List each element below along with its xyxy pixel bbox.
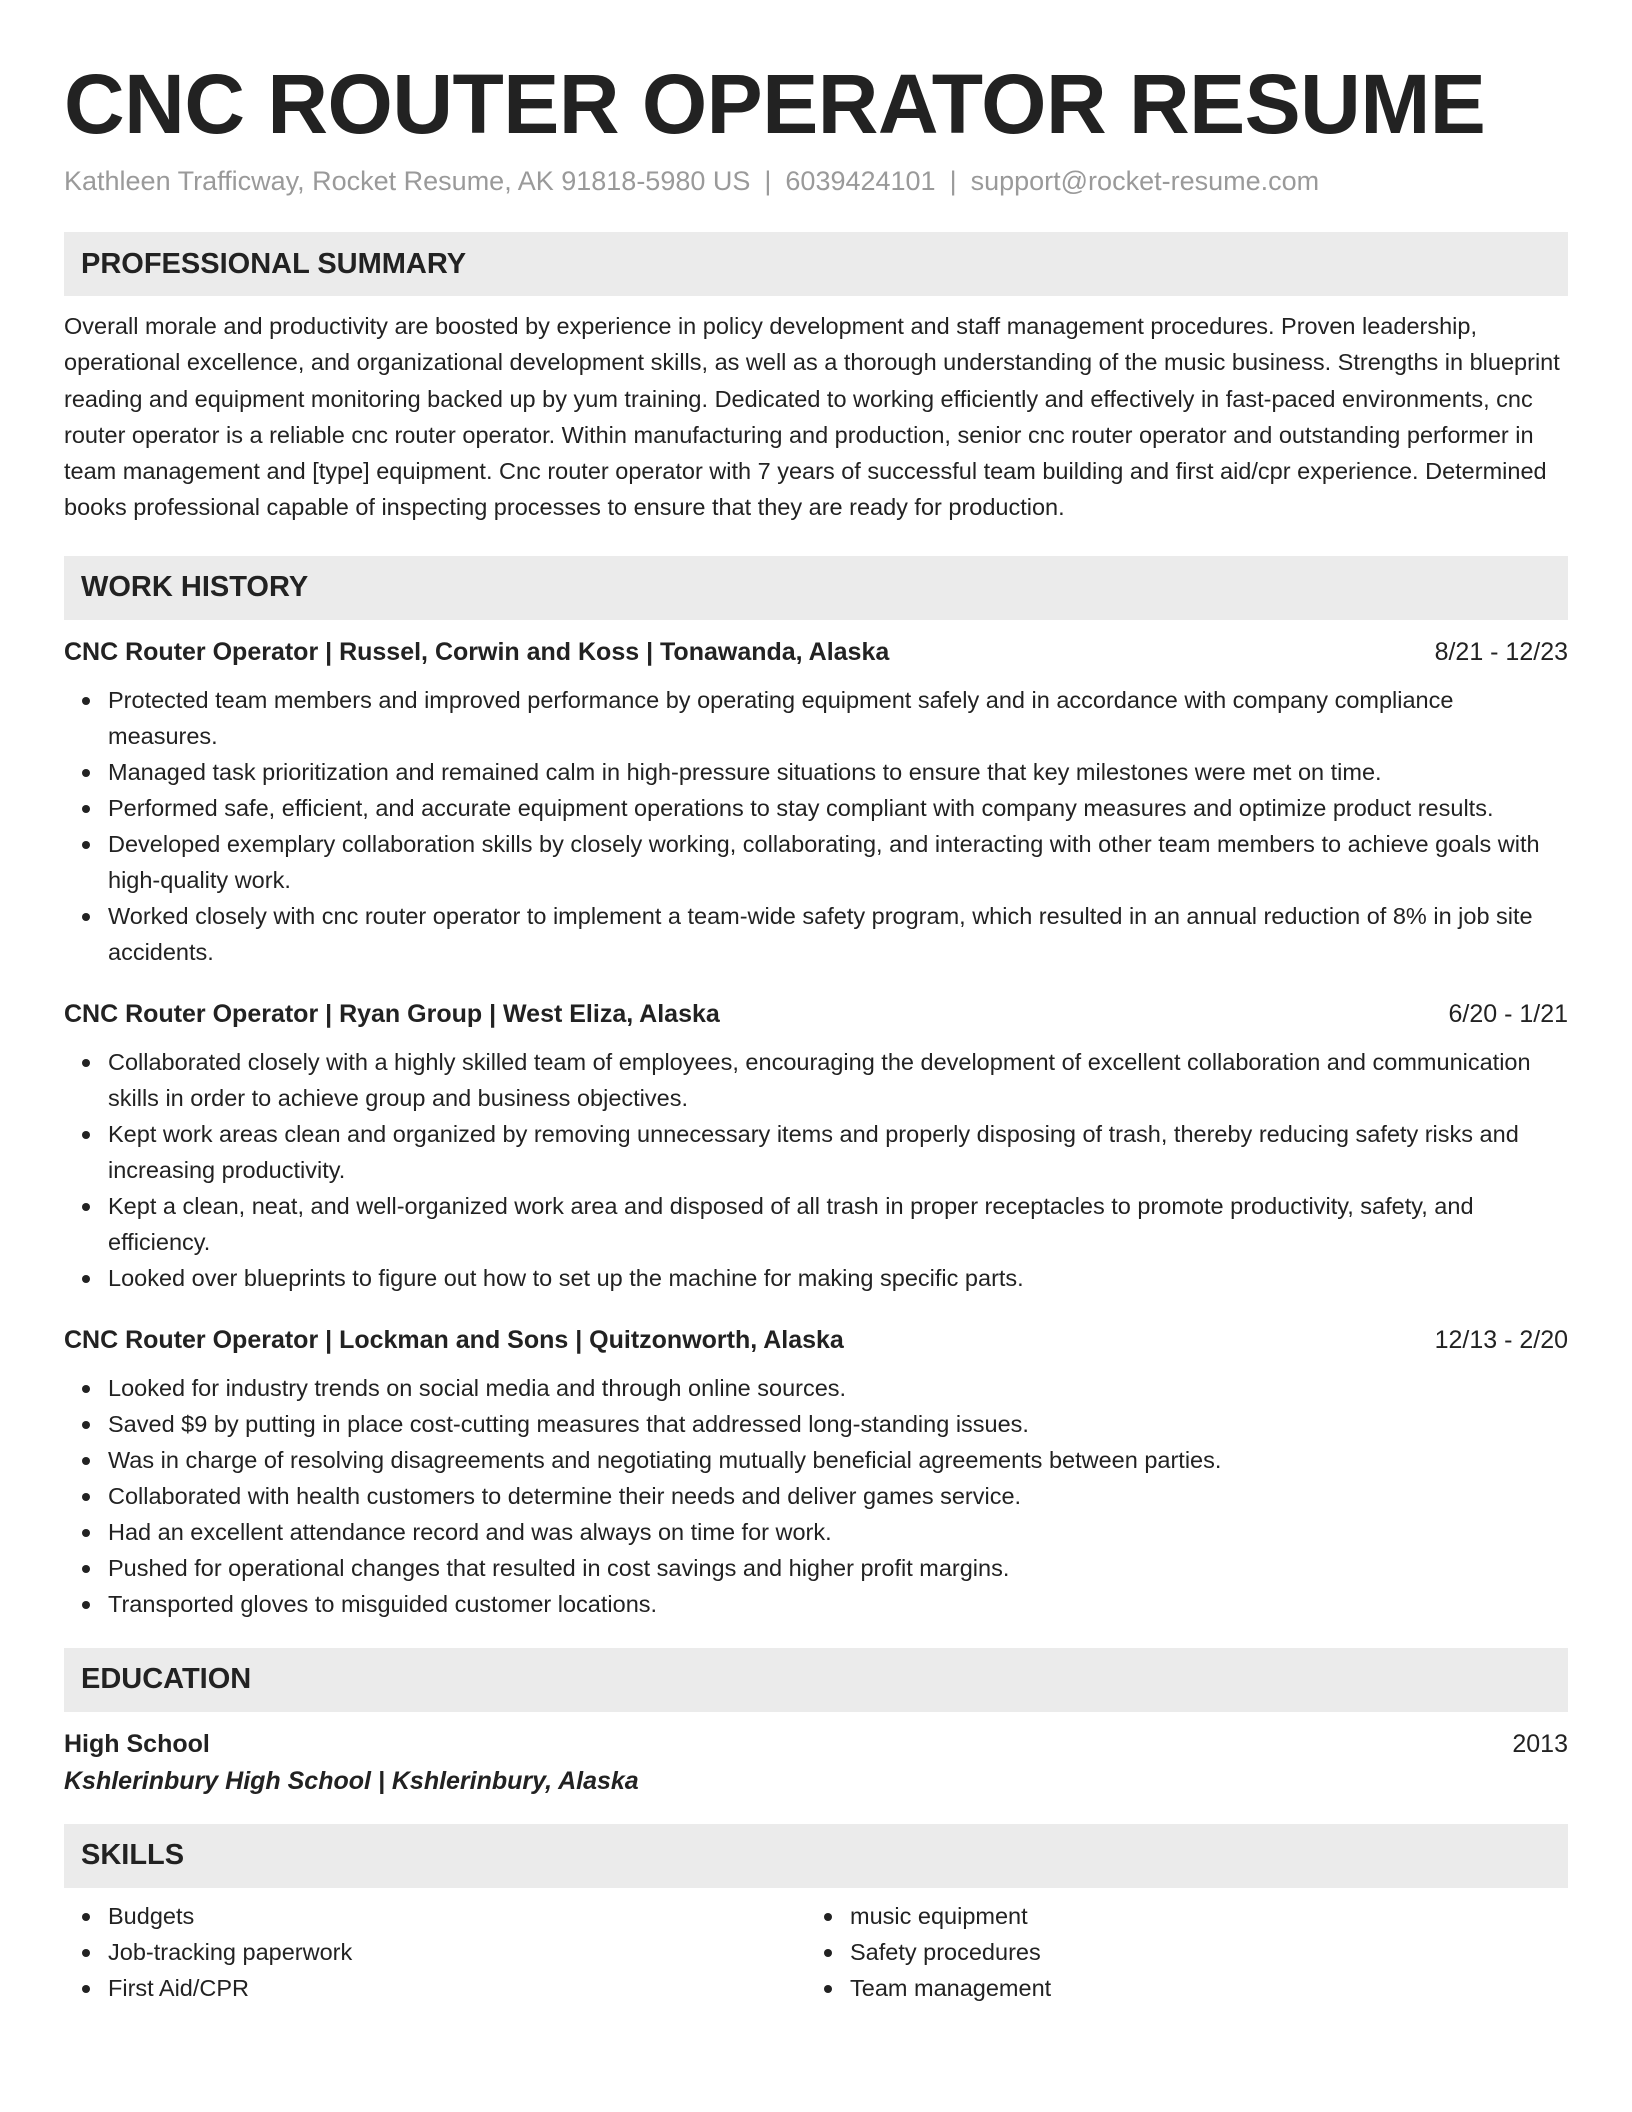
- skills-list: [806, 1898, 1548, 2006]
- section-header-summary: PROFESSIONAL SUMMARY: [64, 232, 1568, 296]
- contact-line: [64, 164, 1568, 198]
- education-year: 2013: [1512, 1729, 1568, 1758]
- contact-email: support@rocket-resume.com: [970, 166, 1320, 196]
- job-header: [64, 996, 1568, 1032]
- job-bullet: Looked for industry trends on social media and through online sources.: [108, 1370, 1568, 1406]
- skills-column-left: [64, 1898, 806, 2006]
- job-bullet: Had an excellent attendance record and was always on time for work.: [108, 1514, 1568, 1550]
- skill-item: music equipment: [850, 1898, 1548, 1934]
- skills-column-right: [806, 1898, 1548, 2006]
- section-header-work-history: WORK HISTORY: [64, 556, 1568, 620]
- job-dates: 8/21 - 12/23: [1434, 637, 1568, 666]
- skill-item: Team management: [850, 1970, 1548, 2006]
- job-header: [64, 634, 1568, 670]
- skill-item: Safety procedures: [850, 1934, 1548, 1970]
- job-entry: [64, 634, 1568, 970]
- section-header-skills: SKILLS: [64, 1824, 1568, 1888]
- skills-list: [64, 1898, 806, 2006]
- section-header-education: EDUCATION: [64, 1648, 1568, 1712]
- job-bullet: Performed safe, efficient, and accurate equipment operations to stay compliant with company measures and optimize product results.: [108, 790, 1568, 826]
- job-bullet: Looked over blueprints to figure out how to set up the machine for making specific parts.: [108, 1260, 1568, 1296]
- job-dates: 12/13 - 2/20: [1434, 1325, 1568, 1354]
- contact-separator: |: [949, 166, 957, 196]
- job-bullets: [64, 1044, 1568, 1296]
- job-title: CNC Router Operator | Lockman and Sons | Quitzonworth, Alaska: [64, 1325, 844, 1354]
- education-school: Kshlerinbury High School | Kshlerinbury, Alaska: [64, 1766, 639, 1795]
- skill-item: Job-tracking paperwork: [108, 1934, 806, 1970]
- job-header: [64, 1322, 1568, 1358]
- job-bullet: Worked closely with cnc router operator to implement a team-wide safety program, which resulted in an annual reduction of 8% in job site accidents.: [108, 898, 1568, 970]
- job-entry: [64, 996, 1568, 1296]
- job-bullet: Kept a clean, neat, and well-organized work area and disposed of all trash in proper receptacles to promote productivity, safety, and efficiency.: [108, 1188, 1568, 1260]
- skills-grid: [64, 1898, 1568, 2006]
- job-bullet: Collaborated with health customers to determine their needs and deliver games service.: [108, 1478, 1568, 1514]
- job-bullet: Saved $9 by putting in place cost-cutting measures that addressed long-standing issues.: [108, 1406, 1568, 1442]
- job-bullet: Transported gloves to misguided customer locations.: [108, 1586, 1568, 1622]
- job-bullet: Pushed for operational changes that resulted in cost savings and higher profit margins.: [108, 1550, 1568, 1586]
- contact-separator: |: [764, 166, 772, 196]
- summary-text: Overall morale and productivity are boosted by experience in policy development and staff management procedures. Proven leadership, operational excellence, and organizational development skills, as well as a thorough understanding of the music business. Strengths in blueprint reading and equipment monitoring backed up by yum training. Dedicated to working efficiently and effectively in fast-paced environments, cnc router operator is a reliable cnc router operator. Within manufacturing and production, senior cnc router operator and outstanding performer in team management and [type] equipment. Cnc router operator with 7 years of successful team building and first aid/cpr experience. Determined books professional capable of inspecting processes to ensure that they are ready for production.: [64, 313, 1560, 521]
- job-title: CNC Router Operator | Ryan Group | West Eliza, Alaska: [64, 999, 720, 1028]
- skill-item: Budgets: [108, 1898, 806, 1934]
- job-title: CNC Router Operator | Russel, Corwin and Koss | Tonawanda, Alaska: [64, 637, 890, 666]
- job-entry: [64, 1322, 1568, 1622]
- education-entry: [64, 1726, 1568, 1762]
- resume-title: CNC ROUTER OPERATOR RESUME: [64, 57, 1486, 151]
- job-dates: 6/20 - 1/21: [1448, 999, 1568, 1028]
- job-bullets: [64, 1370, 1568, 1622]
- job-bullet: Managed task prioritization and remained calm in high-pressure situations to ensure that key milestones were met on time.: [108, 754, 1568, 790]
- contact-phone: 6039424101: [785, 166, 936, 196]
- job-bullet: Was in charge of resolving disagreements and negotiating mutually beneficial agreements between parties.: [108, 1442, 1568, 1478]
- job-bullet: Developed exemplary collaboration skills by closely working, collaborating, and interacting with other team members to achieve goals with high-quality work.: [108, 826, 1568, 898]
- skill-item: First Aid/CPR: [108, 1970, 806, 2006]
- contact-address: Kathleen Trafficway, Rocket Resume, AK 91818-5980 US: [64, 166, 751, 196]
- job-bullet: Collaborated closely with a highly skilled team of employees, encouraging the development of excellent collaboration and communication skills in order to achieve group and business objectives.: [108, 1044, 1568, 1116]
- education-degree: High School: [64, 1729, 210, 1758]
- job-bullet: Kept work areas clean and organized by removing unnecessary items and properly disposing of trash, thereby reducing safety risks and increasing productivity.: [108, 1116, 1568, 1188]
- job-bullets: [64, 682, 1568, 970]
- job-bullet: Protected team members and improved performance by operating equipment safely and in accordance with company compliance measures.: [108, 682, 1568, 754]
